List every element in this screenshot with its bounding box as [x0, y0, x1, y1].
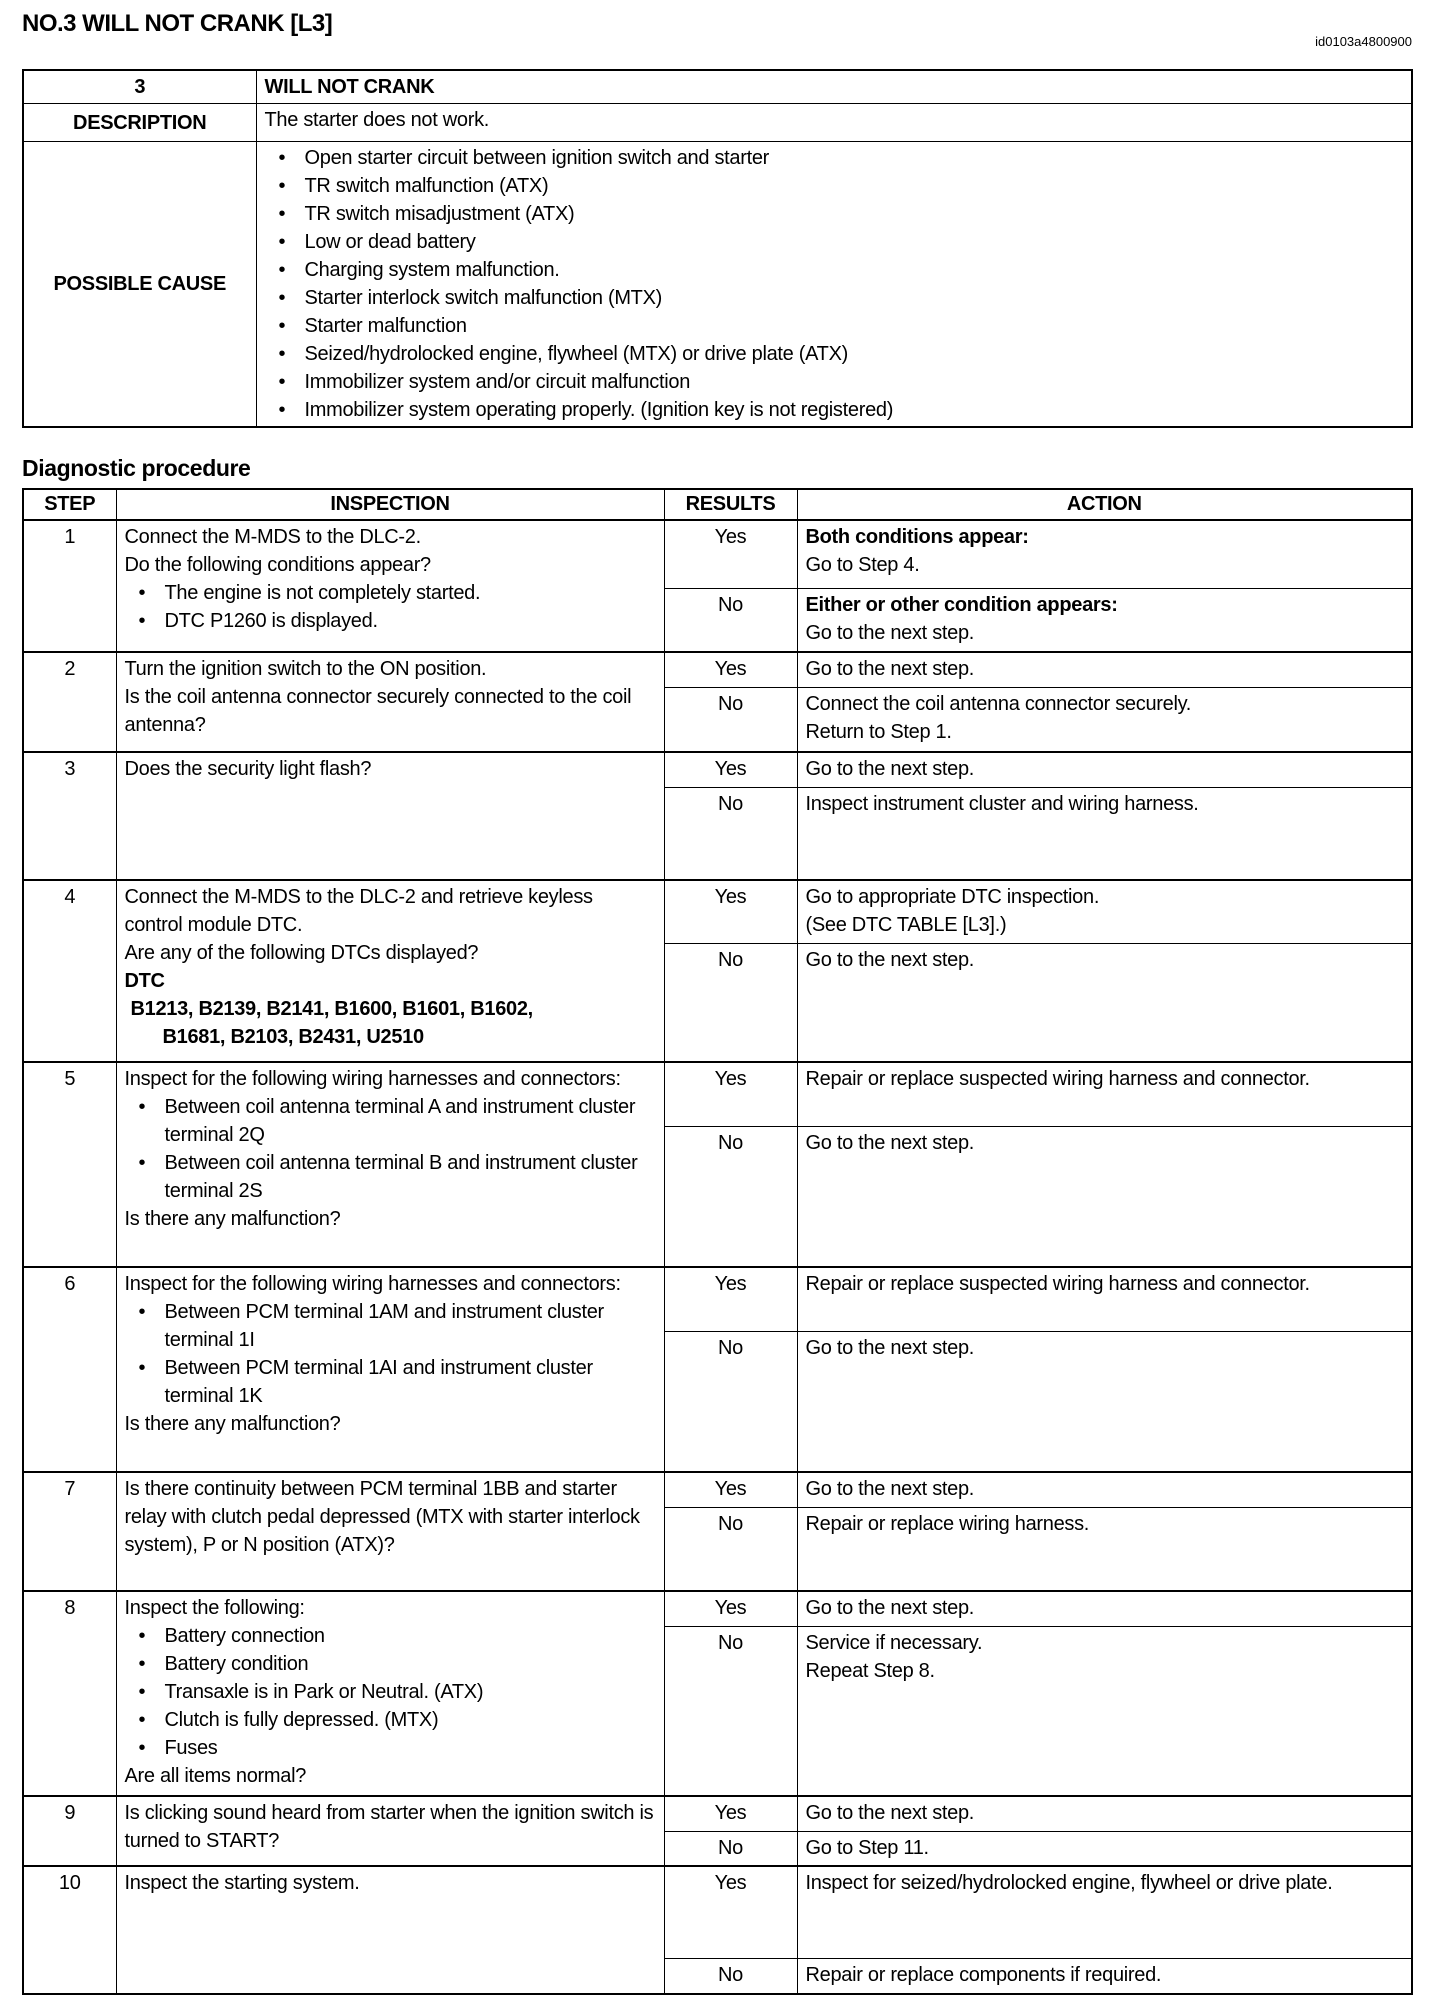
text-line: Go to the next step.	[805, 1478, 975, 1500]
result-yes: Yes	[664, 752, 797, 787]
bullet-list	[125, 579, 656, 635]
text-line: Go to the next step.	[805, 1336, 975, 1359]
action-no	[797, 687, 1412, 752]
document-id: id0103a4800900	[1315, 34, 1412, 49]
action-no	[797, 1331, 1412, 1472]
text-line: Inspect for the following wiring harnesses and connectors:	[124, 1068, 621, 1090]
text-line: Repeat Step 8.	[805, 1659, 935, 1682]
result-no: No	[664, 1507, 797, 1591]
text-line: Is there any malfunction?	[124, 1208, 341, 1230]
inspection-cell	[116, 1796, 664, 1866]
step-number: 7	[23, 1472, 116, 1591]
inspection-cell	[116, 1062, 664, 1267]
step-number: 10	[23, 1866, 116, 1994]
result-no: No	[664, 687, 797, 752]
possible-cause-item: • Low or dead battery	[305, 228, 1404, 256]
text-line: Go to the next step.	[805, 1597, 975, 1619]
bullet-item: • DTC P1260 is displayed.	[165, 607, 656, 635]
symptom-number: 3	[23, 70, 256, 104]
description-label: DESCRIPTION	[23, 104, 256, 142]
inspection-cell	[116, 880, 664, 1062]
bullet-list	[125, 1298, 656, 1410]
inspection-cell	[116, 652, 664, 752]
result-no: No	[664, 943, 797, 1062]
bullet-item: • Transaxle is in Park or Neutral. (ATX)	[165, 1678, 656, 1706]
text-line: Return to Step 1.	[805, 720, 952, 743]
bullet-item: • Between coil antenna terminal B and instrument cluster terminal 2S	[165, 1149, 656, 1205]
result-no: No	[664, 1958, 797, 1994]
inspection-cell	[116, 1866, 664, 1994]
step-number: 4	[23, 880, 116, 1062]
action-no	[797, 1831, 1412, 1866]
action-yes	[797, 652, 1412, 687]
action-yes	[797, 1267, 1412, 1331]
bullet-item: • Between PCM terminal 1AI and instrument cluster terminal 1K	[165, 1354, 656, 1410]
result-yes: Yes	[664, 1062, 797, 1126]
possible-cause-list	[256, 142, 1412, 428]
text-line: Is clicking sound heard from starter when the ignition switch is turned to START?	[124, 1802, 654, 1852]
diagnostic-procedure-table	[22, 488, 1413, 1995]
result-no: No	[664, 1126, 797, 1267]
step-number: 9	[23, 1796, 116, 1866]
text-line: Are all items normal?	[124, 1765, 307, 1787]
text-line: Service if necessary.	[805, 1631, 983, 1654]
description-text: The starter does not work.	[256, 104, 1412, 142]
possible-cause-item: • Starter interlock switch malfunction (MTX)	[305, 284, 1404, 312]
step-number: 6	[23, 1267, 116, 1472]
action-yes	[797, 1866, 1412, 1958]
text-line: Is there continuity between PCM terminal 1BB and starter relay with clutch pedal depressed (MTX with starter interlock system), P or N position (ATX)?	[124, 1478, 640, 1556]
step-row	[23, 880, 1412, 943]
action-no	[797, 1626, 1412, 1796]
step-row	[23, 652, 1412, 687]
action-no	[797, 1126, 1412, 1267]
result-yes: Yes	[664, 1796, 797, 1831]
possible-cause-item: • Open starter circuit between ignition switch and starter	[305, 144, 1404, 172]
bullet-list	[125, 1093, 656, 1205]
possible-cause-item: • Immobilizer system operating properly. (Ignition key is not registered)	[305, 396, 1404, 424]
possible-cause-item: • TR switch misadjustment (ATX)	[305, 200, 1404, 228]
text-line: Are any of the following DTCs displayed?	[124, 942, 479, 964]
result-no: No	[664, 588, 797, 652]
text-line: Connect the coil antenna connector securely.	[805, 692, 1192, 715]
dtc-code-list: B1213, B2139, B2141, B1600, B1601, B1602,	[130, 998, 533, 1020]
inspection-cell	[116, 1267, 664, 1472]
step-row	[23, 1267, 1412, 1331]
step-row	[23, 1062, 1412, 1126]
text-line: Inspect for the following wiring harnesses and connectors:	[124, 1273, 621, 1295]
text-line: Inspect the starting system.	[124, 1872, 360, 1894]
action-yes	[797, 1796, 1412, 1831]
inspection-cell	[116, 1591, 664, 1796]
result-no: No	[664, 787, 797, 880]
column-header-action: ACTION	[797, 489, 1412, 520]
text-line: Go to the next step.	[805, 1131, 975, 1154]
column-header-results: RESULTS	[664, 489, 797, 520]
action-no	[797, 1958, 1412, 1994]
text-line: Is the coil antenna connector securely connected to the coil antenna?	[124, 686, 632, 736]
text-line: Connect the M-MDS to the DLC-2.	[124, 526, 421, 548]
result-yes: Yes	[664, 1267, 797, 1331]
step-row	[23, 520, 1412, 588]
bullet-list	[125, 1622, 656, 1762]
action-yes	[797, 880, 1412, 943]
text-line: Inspect instrument cluster and wiring harness.	[805, 792, 1199, 815]
bullet-item: • Between coil antenna terminal A and instrument cluster terminal 2Q	[165, 1093, 656, 1149]
action-yes	[797, 1591, 1412, 1626]
text-line: Go to the next step.	[805, 758, 975, 780]
text-line: Is there any malfunction?	[124, 1413, 341, 1435]
text-line: Repair or replace components if required.	[805, 1963, 1162, 1986]
text-line: Go to Step 4.	[805, 554, 920, 576]
step-row	[23, 1866, 1412, 1958]
bullet-item: • Battery connection	[165, 1622, 656, 1650]
text-line: Repair or replace suspected wiring harness and connector.	[805, 1273, 1310, 1295]
possible-cause-item: • Charging system malfunction.	[305, 256, 1404, 284]
text-line: Connect the M-MDS to the DLC-2 and retrieve keyless control module DTC.	[124, 886, 593, 936]
bullet-item: • Between PCM terminal 1AM and instrument cluster terminal 1I	[165, 1298, 656, 1354]
step-number: 8	[23, 1591, 116, 1796]
result-no: No	[664, 1626, 797, 1796]
result-yes: Yes	[664, 880, 797, 943]
action-yes	[797, 752, 1412, 787]
symptom-name: WILL NOT CRANK	[256, 70, 1412, 104]
possible-cause-label: POSSIBLE CAUSE	[23, 142, 256, 428]
text-line: Repair or replace wiring harness.	[805, 1512, 1090, 1535]
action-no	[797, 588, 1412, 652]
possible-cause-item: • Starter malfunction	[305, 312, 1404, 340]
column-header-inspection: INSPECTION	[116, 489, 664, 520]
text-line: Go to the next step.	[805, 1802, 975, 1824]
result-yes: Yes	[664, 520, 797, 588]
step-row	[23, 752, 1412, 787]
bullet-item: • Fuses	[165, 1734, 656, 1762]
action-no	[797, 1507, 1412, 1591]
possible-cause-item: • Seized/hydrolocked engine, flywheel (MTX) or drive plate (ATX)	[305, 340, 1404, 368]
page-title: NO.3 WILL NOT CRANK [L3]	[22, 10, 333, 37]
action-yes	[797, 1062, 1412, 1126]
bold-line: Both conditions appear:	[805, 526, 1029, 548]
dtc-code-list: B1681, B2103, B2431, U2510	[162, 1026, 424, 1048]
column-header-step: STEP	[23, 489, 116, 520]
text-line: Inspect for seized/hydrolocked engine, flywheel or drive plate.	[805, 1872, 1333, 1894]
inspection-cell	[116, 752, 664, 880]
step-row	[23, 1796, 1412, 1831]
text-line: Go to the next step.	[805, 948, 975, 971]
action-no	[797, 943, 1412, 1062]
step-number: 5	[23, 1062, 116, 1267]
step-row	[23, 1472, 1412, 1507]
possible-cause-item: • Immobilizer system and/or circuit malfunction	[305, 368, 1404, 396]
text-line: Do the following conditions appear?	[124, 554, 431, 576]
action-yes	[797, 1472, 1412, 1507]
step-number: 2	[23, 652, 116, 752]
result-no: No	[664, 1331, 797, 1472]
text-line: Repair or replace suspected wiring harness and connector.	[805, 1068, 1310, 1090]
text-line: (See DTC TABLE [L3].)	[805, 914, 1007, 936]
possible-cause-item: • TR switch malfunction (ATX)	[305, 172, 1404, 200]
result-yes: Yes	[664, 1591, 797, 1626]
step-number: 3	[23, 752, 116, 880]
text-line: Go to appropriate DTC inspection.	[805, 886, 1100, 908]
text-line: Does the security light flash?	[124, 758, 372, 780]
bullet-item: • Battery condition	[165, 1650, 656, 1678]
result-yes: Yes	[664, 1866, 797, 1958]
result-yes: Yes	[664, 1472, 797, 1507]
step-number: 1	[23, 520, 116, 652]
bullet-item: • The engine is not completely started.	[165, 579, 656, 607]
result-yes: Yes	[664, 652, 797, 687]
diagnostic-procedure-heading: Diagnostic procedure	[22, 455, 251, 481]
text-line: Turn the ignition switch to the ON position.	[124, 658, 487, 680]
symptom-summary-table	[22, 69, 1413, 428]
text-line: Go to the next step.	[805, 621, 975, 644]
inspection-cell	[116, 520, 664, 652]
action-yes	[797, 520, 1412, 588]
text-line: Inspect the following:	[124, 1597, 305, 1619]
bullet-item: • Clutch is fully depressed. (MTX)	[165, 1706, 656, 1734]
text-line: Go to Step 11.	[805, 1836, 929, 1859]
inspection-cell	[116, 1472, 664, 1591]
text-line: Go to the next step.	[805, 658, 975, 680]
bold-line: DTC	[124, 970, 165, 992]
result-no: No	[664, 1831, 797, 1866]
step-row	[23, 1591, 1412, 1626]
bold-line: Either or other condition appears:	[805, 593, 1118, 616]
action-no	[797, 787, 1412, 880]
